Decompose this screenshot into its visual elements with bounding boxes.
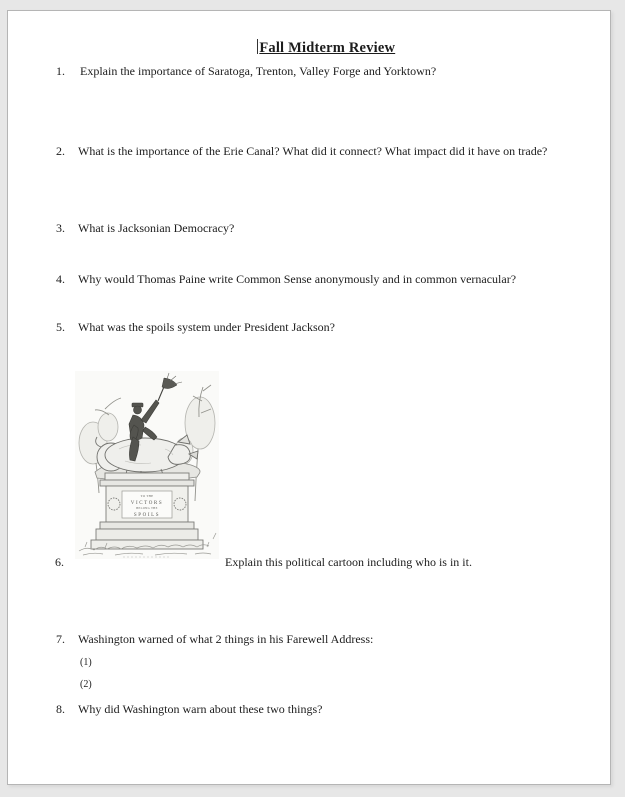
question-row-7[interactable]	[8, 632, 610, 648]
question-number: 8.	[56, 702, 65, 716]
svg-text:TO THE: TO THE	[140, 494, 154, 498]
question-row-6[interactable]	[8, 555, 610, 571]
document-page[interactable]	[7, 10, 611, 785]
question-row-2[interactable]	[8, 144, 610, 160]
question-number: 4.	[56, 272, 65, 286]
subitem-label: (1)	[80, 657, 92, 668]
question-number: 2.	[56, 144, 65, 158]
question-row-1[interactable]	[8, 64, 610, 80]
svg-text:SPOILS: SPOILS	[133, 513, 161, 518]
title-row[interactable]	[48, 39, 604, 57]
question-number: 5.	[56, 320, 65, 334]
subitem-label: (2)	[80, 679, 92, 690]
question-row-3[interactable]	[8, 221, 610, 237]
question-number: 3.	[56, 221, 65, 235]
subitem-1[interactable]	[80, 657, 92, 670]
page-title[interactable]: Fall Midterm Review	[259, 40, 396, 56]
pedestal	[91, 473, 203, 549]
subitem-2[interactable]	[80, 679, 92, 692]
question-text[interactable]: What was the spoils system under President Jackson?	[78, 320, 335, 334]
svg-text:VICTORS: VICTORS	[130, 501, 164, 506]
political-cartoon-image[interactable]	[75, 371, 219, 559]
question-number: 7.	[56, 632, 65, 646]
question-text[interactable]: Washington warned of what 2 things in his Farewell Address:	[78, 632, 374, 646]
question-text[interactable]: Why would Thomas Paine write Common Sense anonymously and in common vernacular?	[78, 272, 517, 286]
question-number: 1.	[56, 64, 65, 78]
question-text[interactable]: Explain the importance of Saratoga, Trenton, Valley Forge and Yorktown?	[80, 64, 437, 78]
question-number: 6.	[55, 555, 64, 569]
question-text[interactable]: Why did Washington warn about these two things?	[78, 702, 323, 716]
question-row-8[interactable]	[8, 702, 610, 718]
question-text[interactable]: What is the importance of the Erie Canal? What did it connect? What impact did it have on trade?	[78, 144, 548, 158]
question-text[interactable]: What is Jacksonian Democracy?	[78, 221, 235, 235]
question-text[interactable]: Explain this political cartoon including who is in it.	[225, 555, 472, 569]
question-row-4[interactable]	[8, 272, 610, 288]
question-row-5[interactable]	[8, 320, 610, 336]
svg-text:BELONG THE: BELONG THE	[136, 507, 158, 510]
